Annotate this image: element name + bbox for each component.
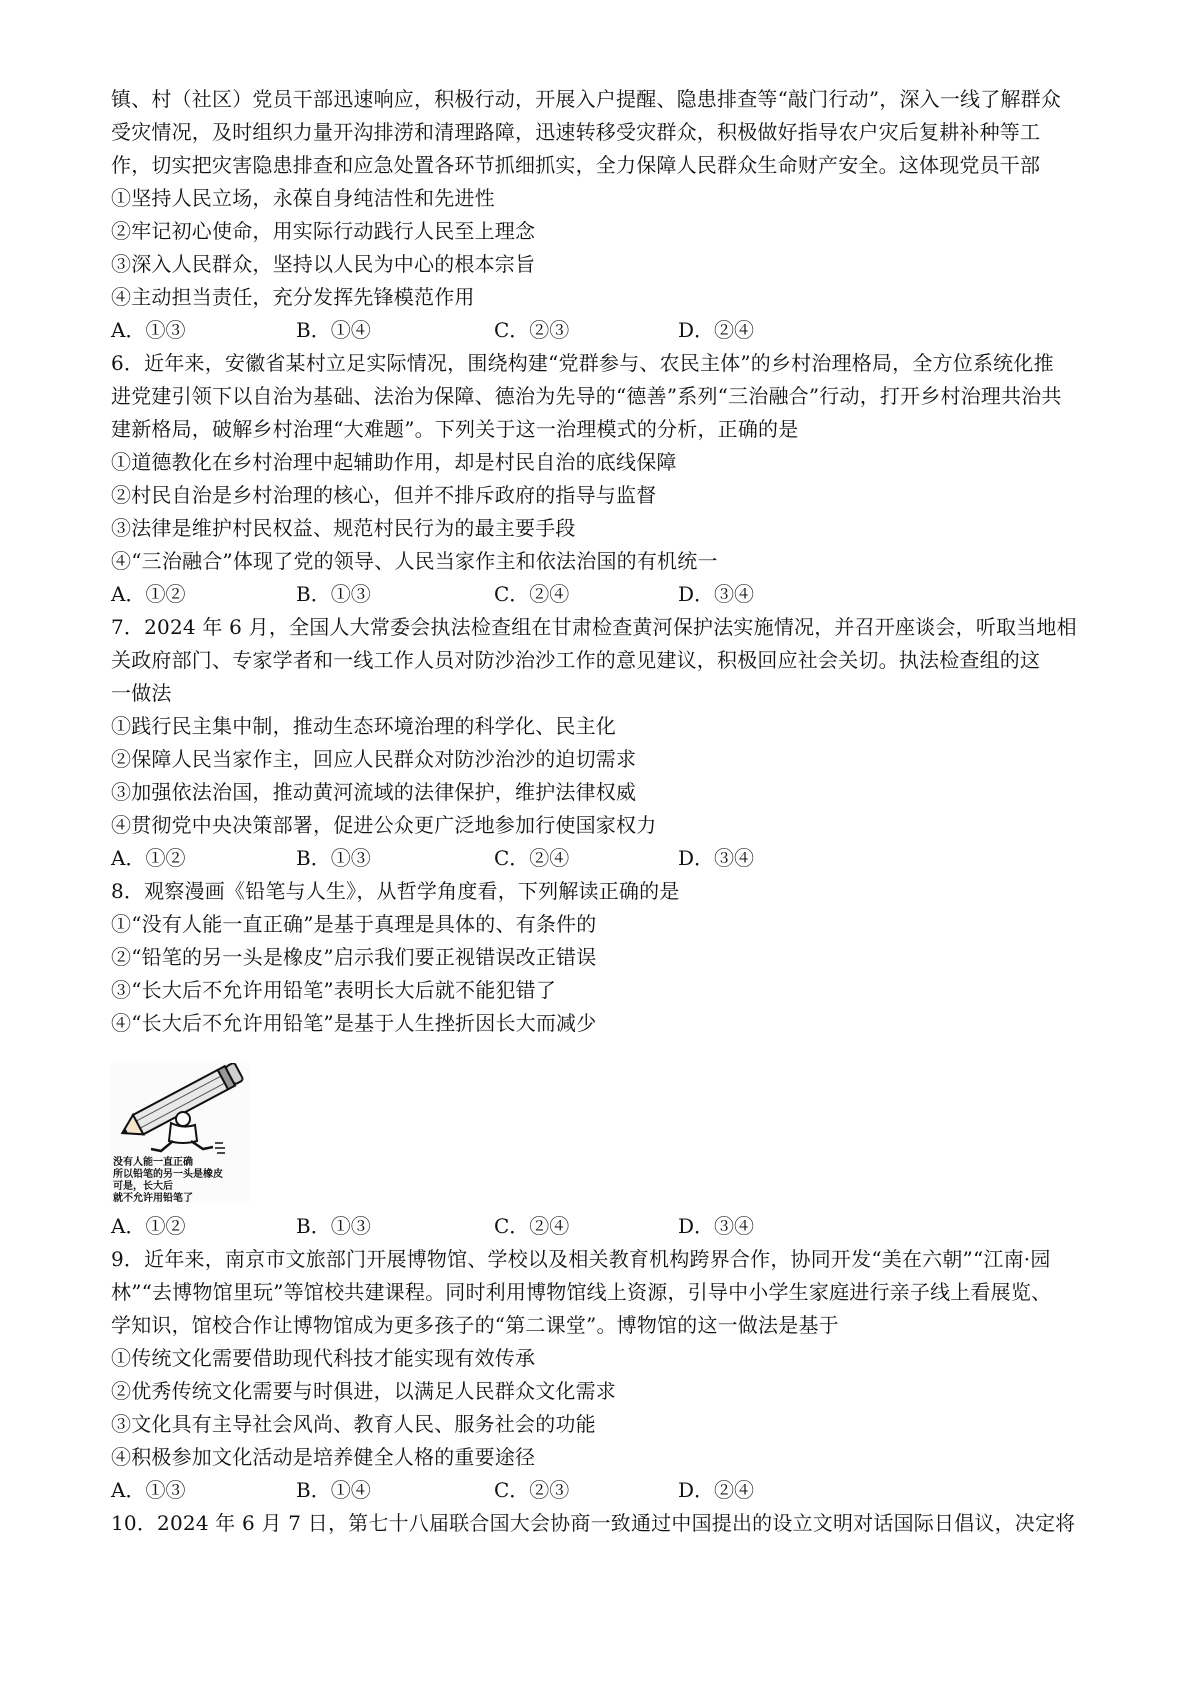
option-d: D．③④ bbox=[678, 846, 755, 870]
option-c: C．②④ bbox=[494, 582, 570, 606]
cartoon-caption-line: 就不允许用铅笔了 bbox=[113, 1193, 193, 1203]
option-a: A．①② bbox=[111, 846, 186, 870]
q5-item: ①坚持人民立场，永葆自身纯洁性和先进性 bbox=[111, 186, 495, 210]
option-a: A．①③ bbox=[111, 318, 186, 342]
q8-item: ①“没有人能一直正确”是基于真理是具体的、有条件的 bbox=[111, 912, 597, 936]
q5-stem-line: 作，切实把灾害隐患排查和应急处置各环节抓细抓实，全力保障人民群众生命财产安全。这体现党员干部 bbox=[111, 153, 1041, 177]
option-b: B．①③ bbox=[296, 1214, 371, 1238]
q6-options bbox=[111, 578, 1111, 611]
q7-options bbox=[111, 842, 1111, 875]
option-d: D．②④ bbox=[678, 1478, 755, 1502]
cartoon-caption-line: 没有人能一直正确 bbox=[113, 1157, 193, 1168]
q6-item: ②村民自治是乡村治理的核心，但并不排斥政府的指导与监督 bbox=[111, 483, 657, 507]
option-d: D．②④ bbox=[678, 318, 755, 342]
option-b: B．①③ bbox=[296, 846, 371, 870]
option-b: B．①③ bbox=[296, 582, 371, 606]
q7-stem-line: 7．2024 年 6 月，全国人大常委会执法检查组在甘肃检查黄河保护法实施情况，并召开座谈会，听取当地相 bbox=[111, 615, 1077, 639]
q6-item: ③法律是维护村民权益、规范村民行为的最主要手段 bbox=[111, 516, 576, 540]
q9-stem-line: 学知识，馆校合作让博物馆成为更多孩子的“第二课堂”。博物馆的这一做法是基于 bbox=[111, 1313, 839, 1337]
q6-stem-line: 进党建引领下以自治为基础、法治为保障、德治为先导的“德善”系列“三治融合”行动，打开乡村治理共治共 bbox=[111, 384, 1062, 408]
q5-stem-line: 镇、村（社区）党员干部迅速响应，积极行动，开展入户提醒、隐患排查等“敲门行动”，深入一线了解群众 bbox=[111, 87, 1062, 111]
q6-stem-line: 6．近年来，安徽省某村立足实际情况，围绕构建“党群参与、农民主体”的乡村治理格局，全方位系统化推 bbox=[111, 351, 1054, 375]
option-d: D．③④ bbox=[678, 582, 755, 606]
q6-stem-line: 建新格局，破解乡村治理“大难题”。下列关于这一治理模式的分析，正确的是 bbox=[111, 417, 799, 441]
option-a: A．①② bbox=[111, 582, 186, 606]
q8-item: ③“长大后不允许用铅笔”表明长大后就不能犯错了 bbox=[111, 978, 557, 1002]
q10-stem-line: 10．2024 年 6 月 7 日，第七十八届联合国大会协商一致通过中国提出的设立文明对话国际日倡议，决定将 bbox=[111, 1511, 1076, 1535]
cartoon-caption-line: 可是，长大后 bbox=[113, 1181, 173, 1192]
option-b: B．①④ bbox=[296, 1478, 371, 1502]
q7-item: ③加强依法治国，推动黄河流域的法律保护，维护法律权威 bbox=[111, 780, 637, 804]
q9-options bbox=[111, 1474, 1111, 1507]
q9-stem-line: 林”“去博物馆里玩”等馆校共建课程。同时利用博物馆线上资源，引导中小学生家庭进行亲子线上看展览、 bbox=[111, 1280, 1052, 1304]
pencil-cartoon bbox=[111, 1063, 249, 1203]
q9-item: ④积极参加文化活动是培养健全人格的重要途径 bbox=[111, 1445, 536, 1469]
cartoon-caption-line: 所以铅笔的另一头是橡皮 bbox=[113, 1169, 223, 1180]
q9-stem-line: 9．近年来，南京市文旅部门开展博物馆、学校以及相关教育机构跨界合作，协同开发“美在六朝”“江南·园 bbox=[111, 1247, 1051, 1271]
q9-item: ①传统文化需要借助现代科技才能实现有效传承 bbox=[111, 1346, 536, 1370]
q5-stem-line: 受灾情况，及时组织力量开沟排涝和清理路障，迅速转移受灾群众，积极做好指导农户灾后复耕补种等工 bbox=[111, 120, 1041, 144]
q9-item: ③文化具有主导社会风尚、教育人民、服务社会的功能 bbox=[111, 1412, 596, 1436]
option-c: C．②④ bbox=[494, 1214, 570, 1238]
q7-item: ①践行民主集中制，推动生态环境治理的科学化、民主化 bbox=[111, 714, 616, 738]
option-a: A．①③ bbox=[111, 1478, 186, 1502]
q5-item: ③深入人民群众，坚持以人民为中心的根本宗旨 bbox=[111, 252, 536, 276]
q5-item: ②牢记初心使命，用实际行动践行人民至上理念 bbox=[111, 219, 536, 243]
q8-item: ④“长大后不允许用铅笔”是基于人生挫折因长大而减少 bbox=[111, 1011, 597, 1035]
q8-item: ②“铅笔的另一头是橡皮”启示我们要正视错误改正错误 bbox=[111, 945, 597, 969]
q9-item: ②优秀传统文化需要与时俱进，以满足人民群众文化需求 bbox=[111, 1379, 616, 1403]
q5-item: ④主动担当责任，充分发挥先锋模范作用 bbox=[111, 285, 475, 309]
q8-stem-line: 8．观察漫画《铅笔与人生》，从哲学角度看，下列解读正确的是 bbox=[111, 879, 680, 903]
option-c: C．②③ bbox=[494, 318, 570, 342]
q6-item: ①道德教化在乡村治理中起辅助作用，却是村民自治的底线保障 bbox=[111, 450, 677, 474]
q5-options bbox=[111, 314, 1111, 347]
q7-stem-line: 关政府部门、专家学者和一线工作人员对防沙治沙工作的意见建议，积极回应社会关切。执法检查组的这 bbox=[111, 648, 1041, 672]
q7-item: ②保障人民当家作主，回应人民群众对防沙治沙的迫切需求 bbox=[111, 747, 637, 771]
q8-options bbox=[111, 1210, 1111, 1243]
option-b: B．①④ bbox=[296, 318, 371, 342]
option-c: C．②④ bbox=[494, 846, 570, 870]
q7-stem-line: 一做法 bbox=[111, 681, 172, 705]
option-d: D．③④ bbox=[678, 1214, 755, 1238]
q7-item: ④贯彻党中央决策部署，促进公众更广泛地参加行使国家权力 bbox=[111, 813, 657, 837]
q6-item: ④“三治融合”体现了党的领导、人民当家作主和依法治国的有机统一 bbox=[111, 549, 718, 573]
option-a: A．①② bbox=[111, 1214, 186, 1238]
option-c: C．②③ bbox=[494, 1478, 570, 1502]
